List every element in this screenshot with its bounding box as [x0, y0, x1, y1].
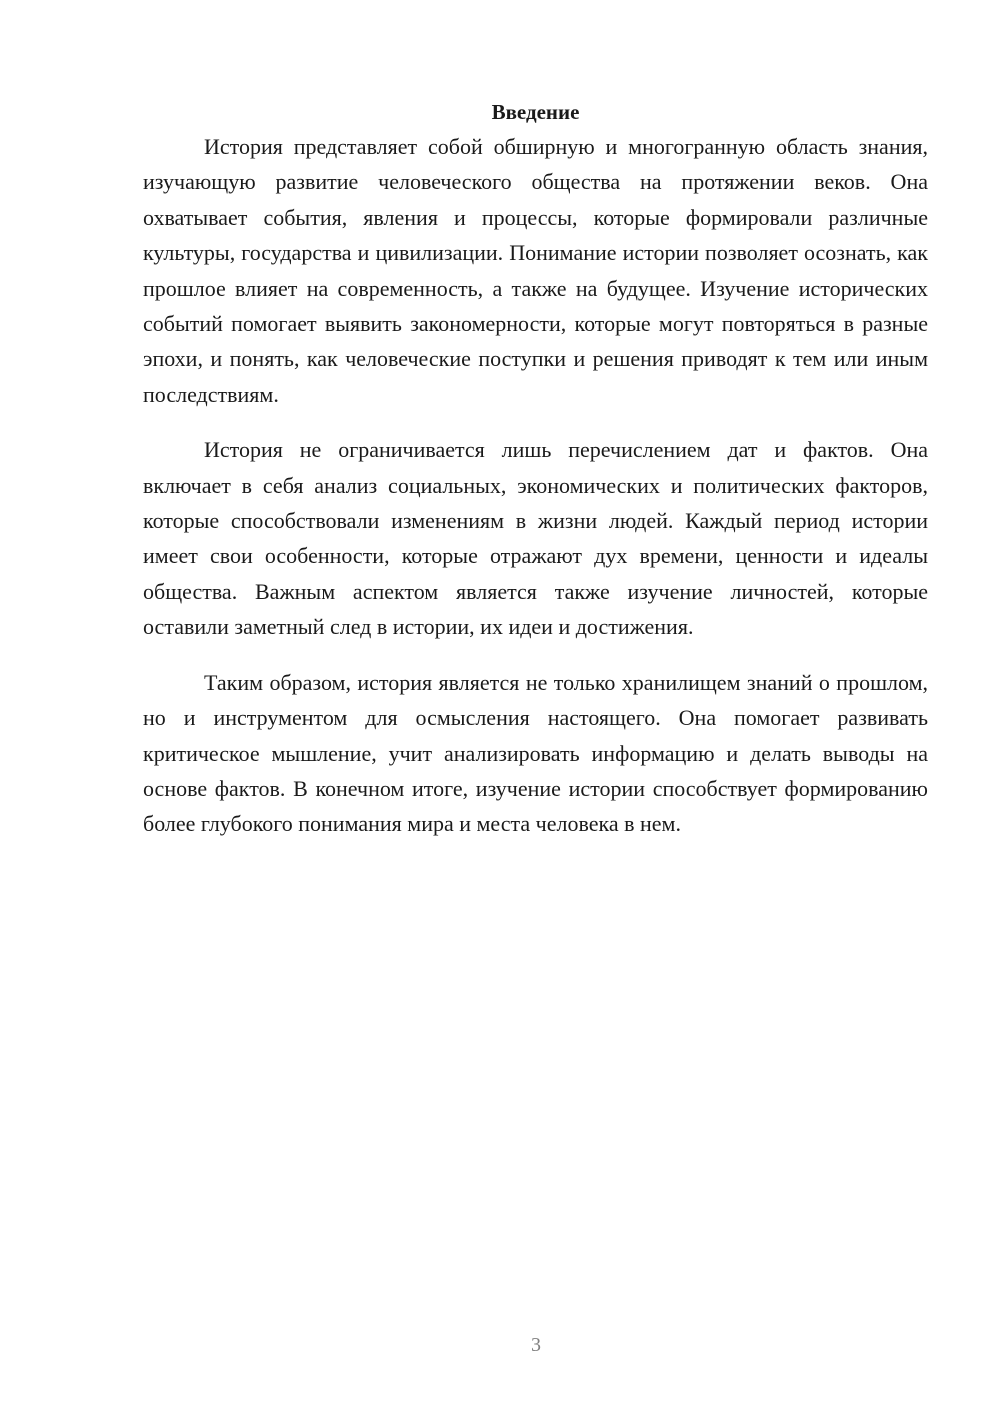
paragraph-3: Таким образом, история является не только хранилищем знаний о прошлом, но и инструментом для осмысления настоящего. Она помогает развивать критическое мышление, учит анализировать информацию и делать выводы на основе фактов. В конечном итоге, изучение истории способствует формированию более глубокого понимания мира и места человека в нем.: [143, 669, 928, 837]
paragraph-1: История представляет собой обширную и многогранную область знания, изучающую развитие человеческого общества на протяжении веков. Она охватывает события, явления и процессы, которые формировали различные культуры, государства и цивилизации. Понимание истории позволяет осознать, как прошлое влияет на современность, а также на будущее. Изучение исторических событий помогает выявить закономерности, которые могут повторяться в разные эпохи, и понять, как человеческие поступки и решения приводят к тем или иным последствиям.: [143, 134, 928, 407]
page-content: [143, 97, 928, 862]
paragraph-2: История не ограничивается лишь перечислением дат и фактов. Она включает в себя анализ социальных, экономических и политических факторов, которые способствовали изменениям в жизни людей. Каждый период истории имеет свои особенности, которые отражают дух времени, ценности и идеалы общества. Важным аспектом является также изучение личностей, которые оставили заметный след в истории, их идеи и достижения.: [143, 437, 928, 640]
section-heading: Введение: [491, 100, 580, 124]
page-number: 3: [531, 1334, 541, 1356]
